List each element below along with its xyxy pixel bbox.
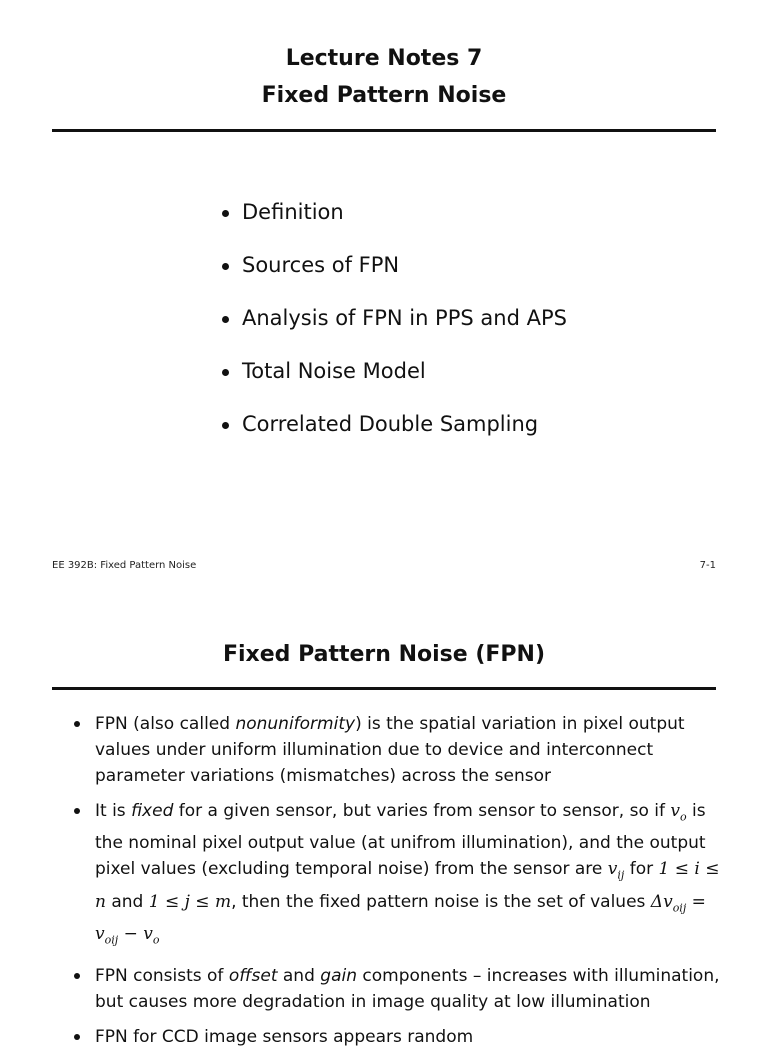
math-range-i: 1 ≤ i ≤ n	[95, 859, 720, 912]
bullet-item: FPN (also called nonuniformity) is the spatial variation in pixel output values under uniform illumination due to device and interconnect parameter variations (mismatches) across the sensor	[74, 711, 724, 789]
bullet-icon	[222, 210, 229, 217]
bullet-icon	[74, 973, 80, 979]
bullet-icon	[222, 369, 229, 376]
bullet-icon	[222, 422, 229, 429]
title-divider	[52, 687, 716, 690]
agenda-item: Correlated Double Sampling	[222, 412, 567, 465]
title-divider	[52, 129, 716, 132]
bullet-icon	[74, 1034, 80, 1040]
bullet-icon	[222, 316, 229, 323]
math-range-j: 1 ≤ j ≤ m	[148, 891, 232, 912]
bullet-icon	[222, 263, 229, 270]
bullet-icon	[74, 808, 80, 814]
slide-title: Fixed Pattern Noise (FPN)	[222, 642, 545, 667]
bullet-icon	[74, 721, 80, 727]
agenda-item: Analysis of FPN in PPS and APS	[222, 306, 567, 359]
agenda-list	[222, 200, 567, 465]
bullet-item: It is fixed for a given sensor, but varies from sensor to sensor, so if $v_o$ is the nominal pixel output value (at unifrom illumination), and the output pixel values (excluding temporal noise) from the sensor are $v_{ij}$ for 1 ≤ i ≤ n and 1 ≤ j ≤ m, then the fixed pattern noise is the set of values $\Delta v_{oij} = v_{oij} - v_o$	[74, 798, 724, 954]
agenda-item: Sources of FPN	[222, 253, 567, 306]
slide-2	[0, 590, 768, 1047]
footer-page-number: 7-1	[699, 560, 716, 571]
math-fpn-equation: $\Delta v_{oij} = v_{oij} - v_o$	[95, 891, 706, 947]
bullet-item: FPN for CCD image sensors appears random	[74, 1024, 724, 1050]
bullet-list	[74, 711, 724, 1059]
lecture-topic-title: Fixed Pattern Noise	[261, 83, 507, 108]
lecture-number-title: Lecture Notes 7	[285, 46, 483, 71]
agenda-item: Definition	[222, 200, 567, 253]
math-vo: $v_o$	[670, 801, 687, 824]
math-vij: $v_{ij}$	[607, 859, 625, 882]
footer-course-label: EE 392B: Fixed Pattern Noise	[52, 560, 197, 571]
agenda-item: Total Noise Model	[222, 359, 567, 412]
bullet-item: FPN consists of offset and gain components – increases with illumination, but causes more degradation in image quality at low illumination	[74, 963, 724, 1015]
